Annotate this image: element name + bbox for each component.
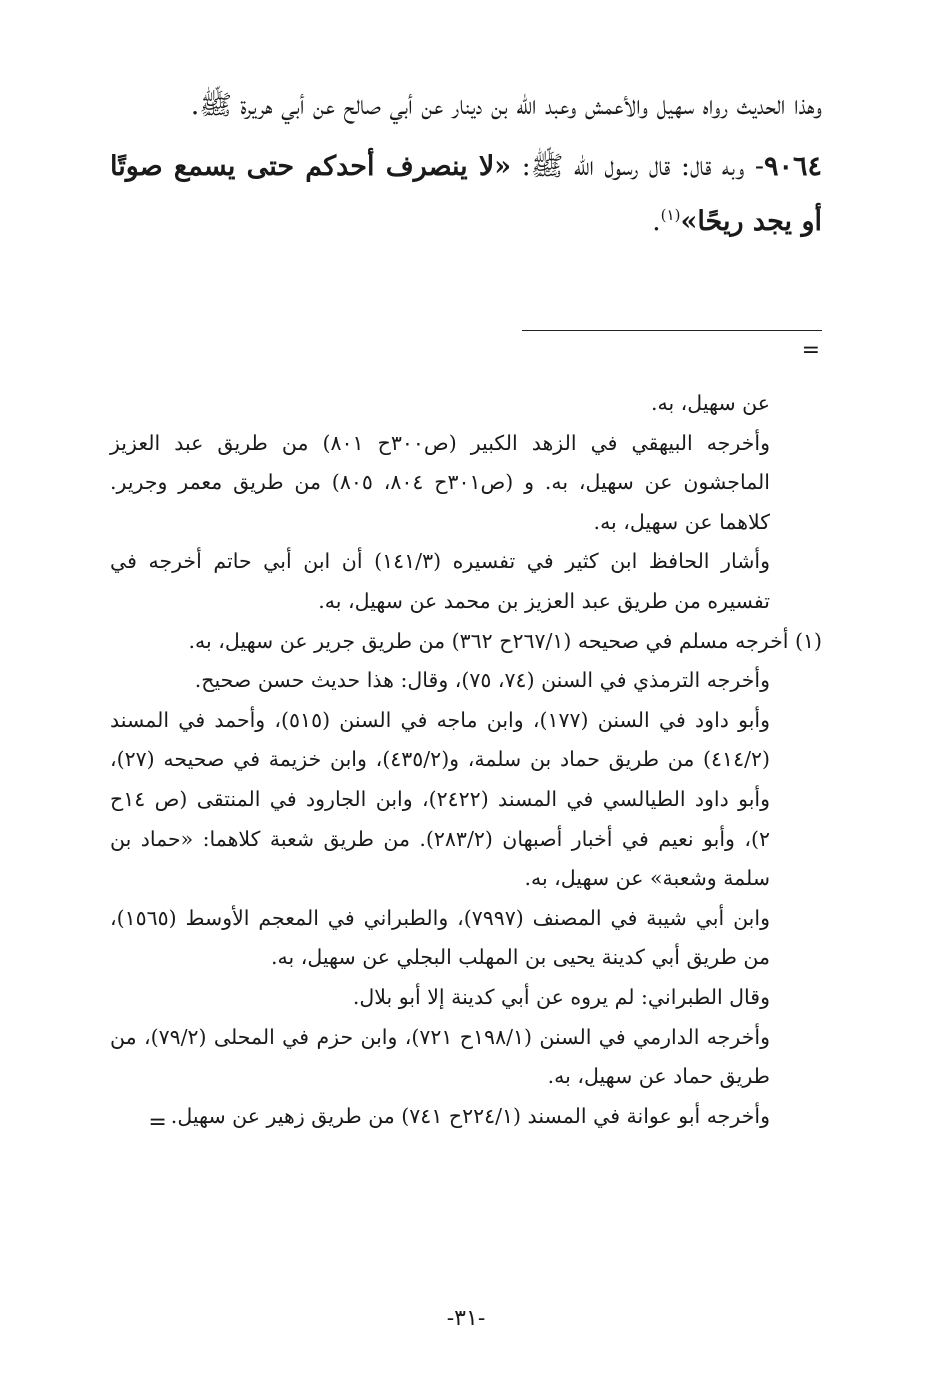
continuation-mark-top: =: [801, 338, 820, 363]
footnotes: [110, 384, 822, 1142]
hadith-end: .: [652, 206, 661, 237]
book-page: [110, 78, 822, 1358]
note-line: عن سهيل، به.: [650, 391, 770, 415]
footnote-line: وأخرجه الدارمي في السنن (١٩٨/١ح ٧٢١)، وابن حزم في المحلى (٧٩/٢)، من طريق حماد عن سهيل، به.: [110, 1024, 771, 1089]
footnote-marker: (١): [794, 628, 822, 653]
footnote-text: وأخرجه أبو عوانة في المسند (٢٢٤/١ح ٧٤١) من طريق زهير عن سهيل.: [170, 1103, 770, 1128]
separator-line: [522, 330, 822, 331]
hadith-number: ٩٠٦٤: [763, 151, 822, 182]
footnote-reference: (١): [660, 206, 681, 224]
main-text: [110, 78, 822, 249]
intro-paragraph: وهذا الحديث رواه سهيل والأعمش وعبد الله بن دينار عن أبي صالح عن أبي هريرة ﷺ.: [190, 90, 822, 121]
footnote-line: وابن أبي شيبة في المصنف (٧٩٩٧)، والطبراني في المعجم الأوسط (١٥٦٥)، من طريق أبي كدينة يحيى بن المهلب البجلي عن سهيل، به.: [110, 905, 770, 970]
footnote-separator: [522, 330, 822, 331]
footnote-last-line: [110, 1097, 822, 1143]
continuation-mark-bottom: =: [148, 1109, 167, 1135]
footnote-text: أخرجه مسلم في صحيحه (٢٦٧/١ح ٣٦٢) من طريق جرير عن سهيل، به.: [188, 628, 789, 653]
hadith-paragraph: [110, 139, 822, 249]
footnote-line: وأخرجه الترمذي في السنن (٧٤، ٧٥)، وقال: هذا حديث حسن صحيح.: [194, 668, 770, 693]
page-number: -٣١-: [446, 1306, 486, 1331]
footnote-line: وأبو داود في السنن (١٧٧)، وابن ماجه في السنن (٥١٥)، وأحمد في المسند (٤١٤/٢) من طريق حماد بن سلمة، و(٤٣٥/٢)، وابن خزيمة في صحيحه (٢٧)، وأبو داود الطيالسي في المسند (٢٤٢٢)، وابن الجارود في المنتقى (ص ١٤ح ٢)، وأبو نعيم في أخبار أصبهان (٢٨٣/٢). من طريق شعبة كلاهما: «حماد بن سلمة وشعبة» عن سهيل، به.: [110, 707, 771, 891]
footnote-line: وقال الطبراني: لم يروه عن أبي كدينة إلا أبو بلال.: [352, 984, 770, 1009]
note-line: وأشار الحافظ ابن كثير في تفسيره (١٤١/٣) أن ابن أبي حاتم أخرجه في تفسيره من طريق عبد العزيز بن محمد عن سهيل، به.: [110, 549, 770, 613]
hadith-matn: «لا ينصرف أحدكم حتى يسمع صوتًا أو يجد ريحًا»: [110, 151, 822, 237]
hadith-intro: - وبه قال: قال رسول الله ﷺ:: [511, 151, 764, 182]
footnote-1-first: [110, 622, 822, 662]
note-line: وأخرجه البيهقي في الزهد الكبير (ص٣٠٠ح ٨٠١) من طريق عبد العزيز الماجشون عن سهيل، به. و (ص٣٠١ح ٨٠٤، ٨٠٥) من طريق معمر وجرير. كلاهما عن سهيل، به.: [110, 430, 771, 534]
